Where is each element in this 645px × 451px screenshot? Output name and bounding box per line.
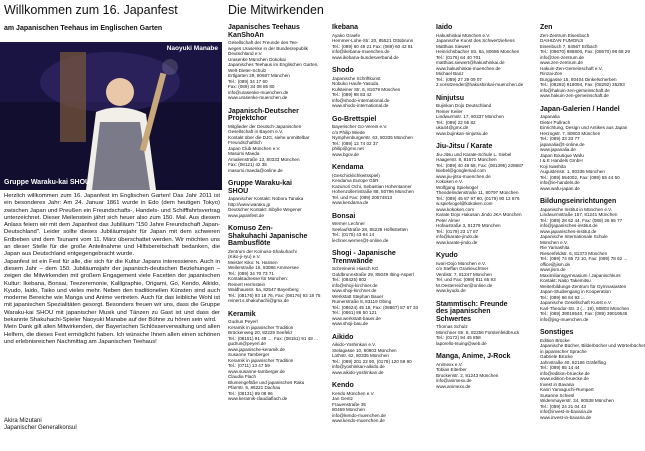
participant-line: Waldhausstr. 5a, 82547 Bayerberg bbox=[228, 287, 299, 292]
participant-entry bbox=[436, 24, 524, 88]
participant-line: Zen-Zentrum Eisenbuch bbox=[540, 32, 590, 38]
participant-line: Tel.: (0861) 86 50 121 bbox=[332, 310, 377, 315]
participant-line: Reiner Keiler bbox=[436, 108, 463, 114]
participant-line: www.keramik-claudiaflach.de bbox=[228, 396, 288, 401]
participant-line: Heinrichsbacher Str. 8a, 80686 München bbox=[436, 49, 520, 54]
participants-column-3 bbox=[436, 24, 524, 396]
participant-line: Kendo München e.V. bbox=[332, 390, 375, 396]
participant-heading: Gruppe Waraku-kai SHOU bbox=[228, 180, 292, 195]
participant-line: Hohenzollernstraße 88, 80796 München bbox=[332, 189, 414, 194]
participant-line: Nymphenburgerstr. 63, 80335 München bbox=[332, 135, 413, 140]
participant-line: info@hakuin-zen-gemeinschaft.de bbox=[540, 87, 610, 93]
participant-line: Werkstatt Stephan Bauer bbox=[332, 293, 384, 299]
participant-line: 80469 München bbox=[332, 407, 365, 412]
participant-entry bbox=[228, 108, 308, 174]
participant-line: info@zen-zentrum.de bbox=[540, 54, 584, 60]
participant-line: www.jism.de bbox=[540, 267, 566, 272]
participant-line: Japanische Bücher, Bilderbücher und Wörterbücher bbox=[540, 343, 645, 348]
participant-heading: Stammtisch: Freunde des japanischen Schwertes bbox=[436, 300, 508, 323]
participant-line: Schreinerei Hiasch KG bbox=[332, 266, 379, 271]
participant-line: Brückenweg 20, 82229 Seefeld bbox=[228, 330, 292, 335]
participant-line: Blumengefäße und japanisches Raku bbox=[228, 379, 305, 385]
participant-line: www.werkstatt-bauer.de bbox=[332, 315, 381, 321]
participant-line: Bruckenstr. 2, 81243 München bbox=[436, 372, 499, 378]
participant-line: Herzogstr. 7, 80803 München bbox=[540, 130, 601, 136]
participants-column-4 bbox=[540, 24, 645, 427]
participant-line: lsiebel@googlemail.com bbox=[436, 168, 486, 173]
participant-line: Tel.: (089) 85 14 44 bbox=[540, 365, 580, 370]
participant-heading: Kyudo bbox=[436, 252, 458, 259]
participant-line: Meister Kiko: N. Hansen bbox=[228, 259, 278, 265]
participant-line: (Kiko-ji-ryu) e.V. bbox=[228, 254, 261, 259]
participant-line: Lindwurmstraße 157, 81241 München bbox=[540, 212, 618, 217]
participant-entry bbox=[540, 106, 638, 192]
participant-line: Tel.: (0179) 23 17 87 bbox=[436, 228, 479, 234]
participant-line: Frauenstraße 35 bbox=[332, 401, 366, 407]
participant-line: Tel.: (089) 34 17 60 bbox=[228, 78, 268, 84]
participant-line: Tel.: (08176) 93 18 76, Fax: (08176) 93 18 75 bbox=[228, 292, 321, 298]
participant-line: Tel.: (0711) 13 47 59 bbox=[228, 363, 270, 368]
participant-line: info@ie-handels.de bbox=[540, 180, 580, 185]
participant-line: www.shoji-kirchner.de bbox=[332, 288, 377, 293]
participant-line: Japanischer Kontakt: Noboru Tanaka bbox=[228, 196, 304, 201]
participant-line: Kanri Yamaguchi-Rumpert bbox=[540, 387, 594, 392]
participant-line: Reinert Hermstein bbox=[228, 281, 266, 287]
participant-line: Tel.: (08624) 45 18, Fax: (08867) 87 67 33 bbox=[332, 304, 419, 310]
participant-heading: Ninjutsu bbox=[436, 94, 464, 102]
signature-name: Akira Mizutani bbox=[4, 418, 42, 424]
participant-line: Wolfgang Spielvogel bbox=[436, 184, 478, 190]
participant-line: lechner.werner@t-online.de bbox=[332, 237, 389, 243]
participant-entry bbox=[332, 334, 412, 376]
participant-heading: Japanisches Teehaus KanShoAn bbox=[228, 24, 300, 39]
participant-line: Keramik in japanischer Tradition bbox=[228, 357, 294, 363]
participant-entry bbox=[332, 67, 412, 109]
participant-line: Thomas Schulz bbox=[436, 324, 468, 329]
participant-line: Haagerstr. 8, 81671 München bbox=[436, 157, 497, 162]
participant-line: Tel.: (089) 74 65 73 10, Fax: (089) 78 62 ... bbox=[540, 256, 628, 261]
participant-line: Kokoken e.V. bbox=[436, 179, 463, 184]
participant-heading: Keramik bbox=[228, 310, 256, 318]
participant-line: Weilerstraße 16, 93086 Ammersee bbox=[228, 265, 299, 270]
participant-line: Susanne Schiesl bbox=[540, 392, 575, 398]
photo-illustration bbox=[0, 42, 222, 190]
participant-line: Rie Yamashita bbox=[540, 245, 570, 250]
participant-line: info@edition-bruecke.de bbox=[540, 370, 590, 376]
participant-line: www.bujinkan-ninjutsu.de bbox=[436, 130, 488, 136]
participant-line: www.aikido-yoshinkan.de bbox=[332, 369, 384, 375]
participant-line: Amalienstraße 13, 80333 München bbox=[228, 156, 300, 162]
participant-line: w.spielvogel@kokoken.com bbox=[436, 201, 493, 206]
intro-paragraph: Japanfest ist ein Fest für alle, die sich für die Kultur Japans interessieren. Auch in diesem Jahr – dem 150. Jubiläumsjahr der japanisch-deutschen Beziehungen – zeigen die Mitwirkenden mit großem Engagement viele Facetten der japanischen Kultur: Ikebana, Bonsai, Teezeremonie, Kalligraphie, Origami, Go, Kendo, Aikido, Kyudo, Iaido, Taiko und vieles mehr. Neben den traditionellen Künsten sind auch moderne Bereiche wie Manga und Anime vertreten. Auch für das leibliche Wohl ist mit japanischen Spezialitäten gesorgt. Besonders freuen wir uns, dass die Gruppe Waraku-kai SHOU mit japanischer Musik und Tänzen zu Gast ist und dass der bekannte Shakuhachi-Spieler Naoyuki Manabe auf der Bühne zu hören sein wird. bbox=[4, 258, 220, 324]
participant-line: www.hakushinkai-muenchen.de bbox=[436, 65, 501, 71]
participant-line: Japanische Institut in München e.V. bbox=[540, 206, 613, 212]
participant-line: www.japanisches-institut.de bbox=[540, 228, 597, 234]
participant-entry bbox=[228, 225, 321, 304]
participant-line: M.Oesterreicher@online.de bbox=[436, 282, 493, 288]
participant-line: Kufsteiner Str. 6, 81679 München bbox=[332, 86, 401, 92]
page-title: Willkommen zum 16. Japanfest bbox=[4, 3, 178, 17]
participant-line: Theodelindenstraße 11, 80797 München bbox=[436, 190, 519, 195]
participant-line: www.japanische-keramik.de bbox=[228, 346, 285, 352]
participant-heading: Go-Brettspiel bbox=[332, 115, 377, 123]
participant-line: Tel.: (089) 27 29 09 07 bbox=[436, 76, 482, 82]
participant-line: Japan-Studiengang in Kooperation bbox=[540, 289, 611, 294]
participant-line: Augustenstr. 1, 80336 München bbox=[540, 169, 605, 174]
participant-line: www.karate-jindo.de bbox=[436, 239, 478, 245]
participant-line: Bayerischer Go-Verein e.V. bbox=[332, 124, 388, 129]
participant-line: http://www.waraku.jp bbox=[228, 201, 271, 207]
participant-line: Tel.: (08670) 986800, Fax: (08670) 98 68 29 bbox=[540, 49, 630, 54]
participant-line: www.invest-in-bavaria.de bbox=[540, 414, 592, 420]
participant-line: Bujinkan Dojo Deutschland bbox=[436, 103, 492, 108]
participant-line: info@invest-in-bavaria.de bbox=[540, 409, 593, 414]
participant-line: reinert.s.shakuhachi@gmx.de bbox=[228, 298, 289, 303]
participants-title: Die Mitwirkenden bbox=[228, 3, 324, 17]
participant-line: Matthias Siewert bbox=[436, 43, 470, 49]
participant-line: Tel.: (089) 12 74 02 37 bbox=[332, 140, 378, 146]
participant-line: Eisenbuch 7, 84567 Erlbach bbox=[540, 43, 598, 49]
participant-line: info@yoshinkan-aikido.de bbox=[332, 364, 385, 369]
participant-line: philip@gmx.net bbox=[332, 146, 364, 151]
signature-role: Japanischer Generalkonsul bbox=[4, 425, 77, 431]
participant-line: Japanisches Teehaus im Englischen Garten, bbox=[228, 62, 319, 67]
participant-line: Tobias Eiterber bbox=[436, 367, 467, 372]
participant-line: Tel.: (089) 24 21 04 43 bbox=[540, 403, 586, 409]
participant-heading: Shogi - Japanische Trennwände bbox=[332, 250, 396, 265]
participant-heading: Shodo bbox=[332, 67, 354, 74]
participant-entry bbox=[436, 300, 520, 347]
participant-line: Tel.: (089) 45 87 97 80, (0179) 90 12 876 bbox=[436, 195, 520, 201]
participant-line: Tel.: (089) 39019540, Fax: (089) 39019545 bbox=[540, 311, 628, 316]
participant-line: München e.V. bbox=[540, 239, 568, 245]
participant-heading: Komuso Zen-Shakuhachi Japanische Bambusflöte bbox=[228, 225, 308, 247]
participant-line: Welt-Dieter-Schulz bbox=[228, 67, 267, 73]
participant-line: Mitglieder der Deutsch-Japanischen bbox=[228, 123, 302, 129]
participant-line: Tel.: (08131) 99 08 96 bbox=[228, 390, 273, 396]
participant-line: Tel.: (08425) 802 bbox=[332, 277, 367, 282]
participant-line: www.shoji-bau.de bbox=[332, 321, 369, 326]
participant-heading: Japan-Galerien / Handel bbox=[540, 105, 620, 113]
participant-entry bbox=[332, 250, 419, 327]
participant-line: Claudia Flach bbox=[228, 374, 257, 379]
participant-line: Tel.: (089) 33 33 77 bbox=[540, 136, 580, 141]
participant-line: Koji Iwashita bbox=[540, 163, 566, 169]
participant-line: Tel.: (08151) 91 48 ..., Fax: (08151) 91 48 ... bbox=[228, 335, 318, 341]
participant-line: Karl-Theodor-Str. 3 (... 19), 80803 München bbox=[540, 305, 630, 311]
participant-heading: Japanisch-Deutscher Projektchor bbox=[228, 107, 299, 122]
participant-line: Kendama Europe GbR bbox=[332, 178, 379, 183]
participant-line: Einrichtung, Design und Antikes aus Japan bbox=[540, 125, 628, 130]
participant-line: Widenmayerstr. 34, 80538 München bbox=[540, 398, 614, 403]
participant-line: Tel.: (089) 34 70 73 71 bbox=[228, 270, 274, 276]
participant-line: Tel.: (089) 60 49 21 Fax: (089) 60 42 81 bbox=[332, 43, 413, 49]
participant-line: Tel.: (0175) 43 84 14 bbox=[332, 232, 375, 237]
participant-entry bbox=[332, 24, 412, 60]
participant-heading: Ikebana bbox=[332, 24, 359, 31]
participant-entry bbox=[332, 164, 412, 206]
participant-line: Japanische Schriftkunst bbox=[332, 75, 381, 81]
participant-line: www.susanne-tamberger.de bbox=[228, 368, 285, 374]
participant-line: www.edition-bruecke.de bbox=[540, 376, 589, 381]
participant-line: Hemmer-Lohe-Str. 20, 85521 Ottobrunn bbox=[332, 38, 414, 43]
participant-line: www.kokoken.com bbox=[436, 206, 475, 212]
left-column bbox=[0, 0, 222, 451]
participant-line: Zentrum der Komuso-Shakuhachi bbox=[228, 248, 297, 254]
participant-line: www.japanalia.de bbox=[540, 147, 576, 152]
participant-entry bbox=[228, 24, 319, 101]
participant-heading: Iaido bbox=[436, 24, 453, 31]
participant-line: Urasenke München Dokokai bbox=[228, 56, 286, 62]
participant-heading: Zen bbox=[540, 24, 553, 31]
participant-line: Masumi Maeda bbox=[228, 151, 260, 156]
participant-line: Ayako Graefe bbox=[332, 32, 361, 38]
participant-line: Kontaktadresse für München: bbox=[228, 276, 289, 281]
participant-entry bbox=[332, 213, 412, 244]
participant-line: Deutschland e.V. bbox=[228, 51, 263, 56]
participant-line: Werner Lechner bbox=[332, 221, 365, 226]
performer-photo bbox=[0, 42, 222, 190]
participant-line: Pfarrstr. 5, 86221 Dachau bbox=[228, 385, 281, 390]
participant-line: Jahnstraße 40, 82166 Gräfelfing bbox=[540, 359, 606, 365]
participant-line: Verdistr. 7, 81247 München bbox=[436, 271, 492, 277]
participant-line: Kontakt über die DJG, siehe unmittelbar bbox=[228, 134, 310, 140]
participant-line: Lindwurmstr. 17, 80337 München bbox=[436, 114, 504, 119]
participant-line: gudrun@peyerl.de bbox=[228, 341, 266, 346]
participant-line: www.bgov.de bbox=[332, 151, 359, 157]
participant-line: info@karate-jindo.de bbox=[436, 234, 479, 239]
participants-column-1 bbox=[228, 24, 321, 409]
participant-line: www.wafu-japan.de bbox=[540, 185, 580, 191]
participant-heading: Aikido bbox=[332, 333, 354, 341]
participant-line: Gudrun Peyerl bbox=[228, 319, 258, 324]
participant-line: Tel.: (089) 40 49 58, Fax: (081395) 228687 bbox=[436, 162, 524, 168]
participant-line: Japanische Gesellschaft Kunst e.V. bbox=[540, 300, 612, 305]
participant-line: Fax: (089) 34 08 85 80 bbox=[228, 84, 275, 89]
participant-line: Japan Boutique Wafu bbox=[540, 152, 584, 158]
participant-line: www.hakuin-zen-gemeinschaft.de bbox=[540, 93, 609, 98]
participant-line: 2.vorsitzender@hakushinkai-muenchen.de bbox=[436, 82, 524, 87]
participant-line: Edition Brücke bbox=[540, 337, 570, 343]
participant-line: Nobuko Haufe-Yasuda bbox=[332, 81, 379, 86]
participant-line: Maximiliansgymnasium / Japanischkurs bbox=[540, 272, 621, 278]
participant-line: weges Urasenke in der Bundesrepublik bbox=[228, 45, 308, 51]
participant-entry bbox=[436, 353, 516, 389]
participant-entry bbox=[540, 329, 645, 420]
participant-line: www.kendama.de bbox=[332, 200, 369, 205]
participant-line: www.kyudo.de bbox=[436, 288, 466, 293]
participant-line: Kontakt: Naito Takemitsu bbox=[540, 278, 591, 283]
participant-line: Burggasse 15, 80404 Dinkelscherben bbox=[540, 76, 617, 82]
participant-line: info@kendo-muenchen.de bbox=[332, 412, 386, 418]
participant-line: www.animexx.de bbox=[436, 383, 471, 389]
participant-line: Gesellschaft in Bayern e.V. bbox=[228, 129, 283, 134]
participant-line: Susanne Tamberger bbox=[228, 352, 270, 357]
participant-line: Invest in Bavaria bbox=[540, 381, 574, 387]
participant-line: Japanalia bbox=[540, 114, 560, 119]
participant-entry bbox=[228, 180, 308, 218]
participant-line: (Geschicklichkeitsspiel) bbox=[332, 172, 380, 178]
signature bbox=[4, 418, 77, 432]
participant-line: Jiu-Jitsu und Karate-Schule L. Siebel bbox=[436, 151, 512, 157]
participant-line: Jan Gentz bbox=[332, 396, 353, 401]
participant-line: info@urasenke-muenchen.de bbox=[228, 89, 289, 95]
welcome-text bbox=[4, 193, 220, 346]
participant-line: www.shodo-international.de bbox=[332, 103, 389, 108]
page-subtitle: am Japanischen Teehaus im Englischen Garten bbox=[4, 25, 163, 32]
participant-entry bbox=[436, 95, 516, 137]
participant-entry bbox=[540, 198, 638, 322]
participant-line: japanalia@t-online.de bbox=[540, 141, 585, 147]
participant-line: Tel.: (0172) 94 45 858 bbox=[436, 335, 481, 340]
participant-line: Japanische Internationale Schule bbox=[540, 234, 608, 239]
participant-line: Gesellschaft der Freunde des Tee- bbox=[228, 40, 299, 45]
participant-line: www.zen-zentrum.de bbox=[540, 60, 583, 65]
participant-line: office@jism.de bbox=[540, 261, 571, 267]
participant-line: c/o Steffan Granleuchtner bbox=[436, 266, 489, 271]
participant-heading: Sonstiges bbox=[540, 329, 574, 336]
participant-line: Aikido-Yoshinkan e.V. bbox=[332, 342, 377, 347]
photo-caption-top: Naoyuki Manabe bbox=[166, 45, 218, 52]
participant-entry bbox=[332, 382, 412, 424]
participant-line: I & E Handels GmbH bbox=[540, 158, 583, 163]
participant-line: Hakuin-Zen-Gemeinschaft e.V. bbox=[540, 65, 603, 71]
participant-line: Fax: (08121) 42 35 bbox=[228, 162, 267, 167]
participants-column-2 bbox=[332, 24, 419, 431]
participant-line: Deutscher Kontakt: Sibylle Wegener bbox=[228, 207, 302, 212]
participant-line: masumi.maeda@online.de bbox=[228, 167, 283, 173]
participant-entry bbox=[540, 24, 638, 99]
participant-line: Peter Almer bbox=[436, 217, 460, 223]
participant-line: laporello-tsuing@web.de bbox=[436, 340, 487, 346]
participant-line: Seelaufstraße 28, 85228 Hoflsstetten bbox=[332, 226, 408, 232]
photo-caption-bottom: Gruppe Waraku-kai SHOU bbox=[4, 179, 91, 186]
participant-heading: Kendo bbox=[332, 382, 354, 389]
participant-line: Tel.: (0176) 64 40 701 bbox=[436, 54, 481, 60]
participant-line: info@shodo-international.de bbox=[332, 97, 390, 103]
participant-line: Dieter Pullrach bbox=[540, 119, 571, 125]
participant-line: Hofaustraße 3, 81379 München bbox=[436, 223, 501, 228]
participant-line: info@japanisches-institut.de bbox=[540, 223, 598, 228]
participant-line: www.kendo-muenchen.de bbox=[332, 418, 385, 423]
participant-heading: Jiu-Jitsu / Karate bbox=[436, 143, 493, 150]
participant-line: Karate Dojo Hakusan Jindo JKA München bbox=[436, 212, 522, 217]
participant-line: DAIHIZAN FUMONJI bbox=[540, 38, 584, 43]
participant-line: www.urasenke-muenchen.de bbox=[228, 95, 288, 100]
participant-line: Michael Banz bbox=[436, 71, 464, 76]
participant-line: Tel.: (089) 28 62 44, Fax: (089) 26 65 77 bbox=[540, 217, 623, 223]
participant-line: Tel.: (089) 96 84 93 ... bbox=[540, 294, 585, 300]
participant-line: info@ikebana-muenchen.de bbox=[332, 49, 390, 54]
participant-line: Tel.: (089) 554002, Fax: (089) 55 44 50 bbox=[540, 174, 620, 180]
participant-line: Tel.: (089) 201 22 90, (0179) 120 59 90 bbox=[332, 358, 412, 364]
participant-entry bbox=[436, 252, 516, 294]
participant-line: Rinzai-Zen bbox=[540, 71, 563, 76]
participant-line: Japan Club München e.V. bbox=[228, 145, 281, 151]
participant-line: Tel. und Fax: (089) 20674813 bbox=[332, 194, 393, 200]
participant-line: Freundschaftlich bbox=[228, 140, 262, 145]
participant-line: Goldbrunnstraße 29, 85049 Ilting-Asperl bbox=[332, 271, 414, 277]
participant-entry bbox=[228, 310, 318, 402]
intro-paragraph: Mein Dank gilt allen Mitwirkenden, der Bayerischen Schlösserverwaltung und allen Helfern, die dieses Fest ermöglicht haben. Ich wünsche Ihnen allen einen schönen und erlebnisreichen Nachmittag am Japanischen Teehaus! bbox=[4, 324, 220, 345]
participant-entry bbox=[436, 143, 524, 245]
participant-line: c/o Philip Wiede bbox=[332, 129, 365, 135]
participant-heading: Bonsai bbox=[332, 212, 356, 220]
participant-entry bbox=[332, 116, 412, 158]
participant-heading: Manga, Anime, J-Rock bbox=[436, 353, 511, 360]
participant-line: uka44@gmx.de bbox=[436, 125, 469, 130]
participant-line: in japanischer Sprache bbox=[540, 348, 587, 354]
participant-line: Animexx e.V. bbox=[436, 361, 463, 367]
participant-line: www.ikebana-bundesverband.de bbox=[332, 54, 399, 60]
participant-line: Lothstr. 62, 80335 München bbox=[332, 353, 389, 358]
participant-heading: Kendama bbox=[332, 164, 364, 171]
participant-line: Riesenfeldstr. 6, 81373 München bbox=[540, 250, 608, 256]
participant-line: Münchner Str. 8, 82256 Fürstenfeldbruck bbox=[436, 329, 520, 335]
participant-line: Rumerstraße 8, 83119 Obing bbox=[332, 299, 392, 304]
participant-line: Tel.: (089) 98 83 42 bbox=[332, 92, 372, 97]
participant-line: Ertlgarten 29, 80687 München bbox=[228, 73, 290, 78]
participant-line: Kazunori Ochi, Sebastian Hohentanner bbox=[332, 183, 412, 189]
participant-heading: Bildungseinrichtungen bbox=[540, 198, 617, 205]
participant-line: Japanische Kunst des Schwertziehens bbox=[436, 38, 515, 43]
participant-line: www.jiu-jitsu-muenchen.de bbox=[436, 173, 491, 179]
participant-line: Keramik in japanischer Tradition bbox=[228, 324, 294, 330]
participant-line: info@jisg-muenchen.de bbox=[540, 316, 589, 322]
participant-line: www.japanfest.de bbox=[228, 212, 265, 218]
participant-line: info@shoji-kirchner.de bbox=[332, 282, 378, 288]
participant-line: Tel.: (08292) 918094, Fax: (08292) 35293 bbox=[540, 82, 625, 87]
participant-line: matthias.siewert@hakushinkai.de bbox=[436, 60, 505, 65]
participant-line: Tel. und Fax: (089) 811 65 93 bbox=[436, 277, 496, 282]
participant-line: Stelagasse 10, 80803 München bbox=[332, 347, 397, 353]
participant-line: info@animexx.de bbox=[436, 378, 472, 383]
intro-paragraph: Herzlich willkommen zum 16. Japanfest im Englischen Garten! Das Jahr 2011 ist ein besonderes Jahr: Am 24. Januar 1861 wurde in Edo (dem heutigen Tokyo) zwischen Japan und Preußen ein Freundschafts-, Handels- und Schifffahrtsvertrag unterzeichnet. Dieser Meilenstein jährt sich heuer also zum 150. Mal. Aus diesem Anlass feiern wir mit dem Japanfest das Jubiläum "150 Jahre Freundschaft Japan-Deutschland". Leider sollte dieses Jubiläumsjahr für Japan mit dem schweren Erdbeben und dem Tsunami vom 11. März überschattet werden. Wir möchten uns an dieser Stelle für die große Anteilnahme und Hilfsbereitschaft bedanken, die Japan aus Deutschland entgegengebracht wurde. bbox=[4, 193, 220, 258]
participant-line: Tel.: (089) 22 55 82 bbox=[436, 119, 476, 125]
participant-line: Hakushinkai München e.V. bbox=[436, 32, 491, 38]
participant-line: Iwari-Dojo München e.V. bbox=[436, 260, 486, 266]
participant-line: Weiterbildungs-Zentrum für Gymnasiasten bbox=[540, 283, 627, 289]
participant-line: Gabriele Brücke bbox=[540, 354, 573, 359]
